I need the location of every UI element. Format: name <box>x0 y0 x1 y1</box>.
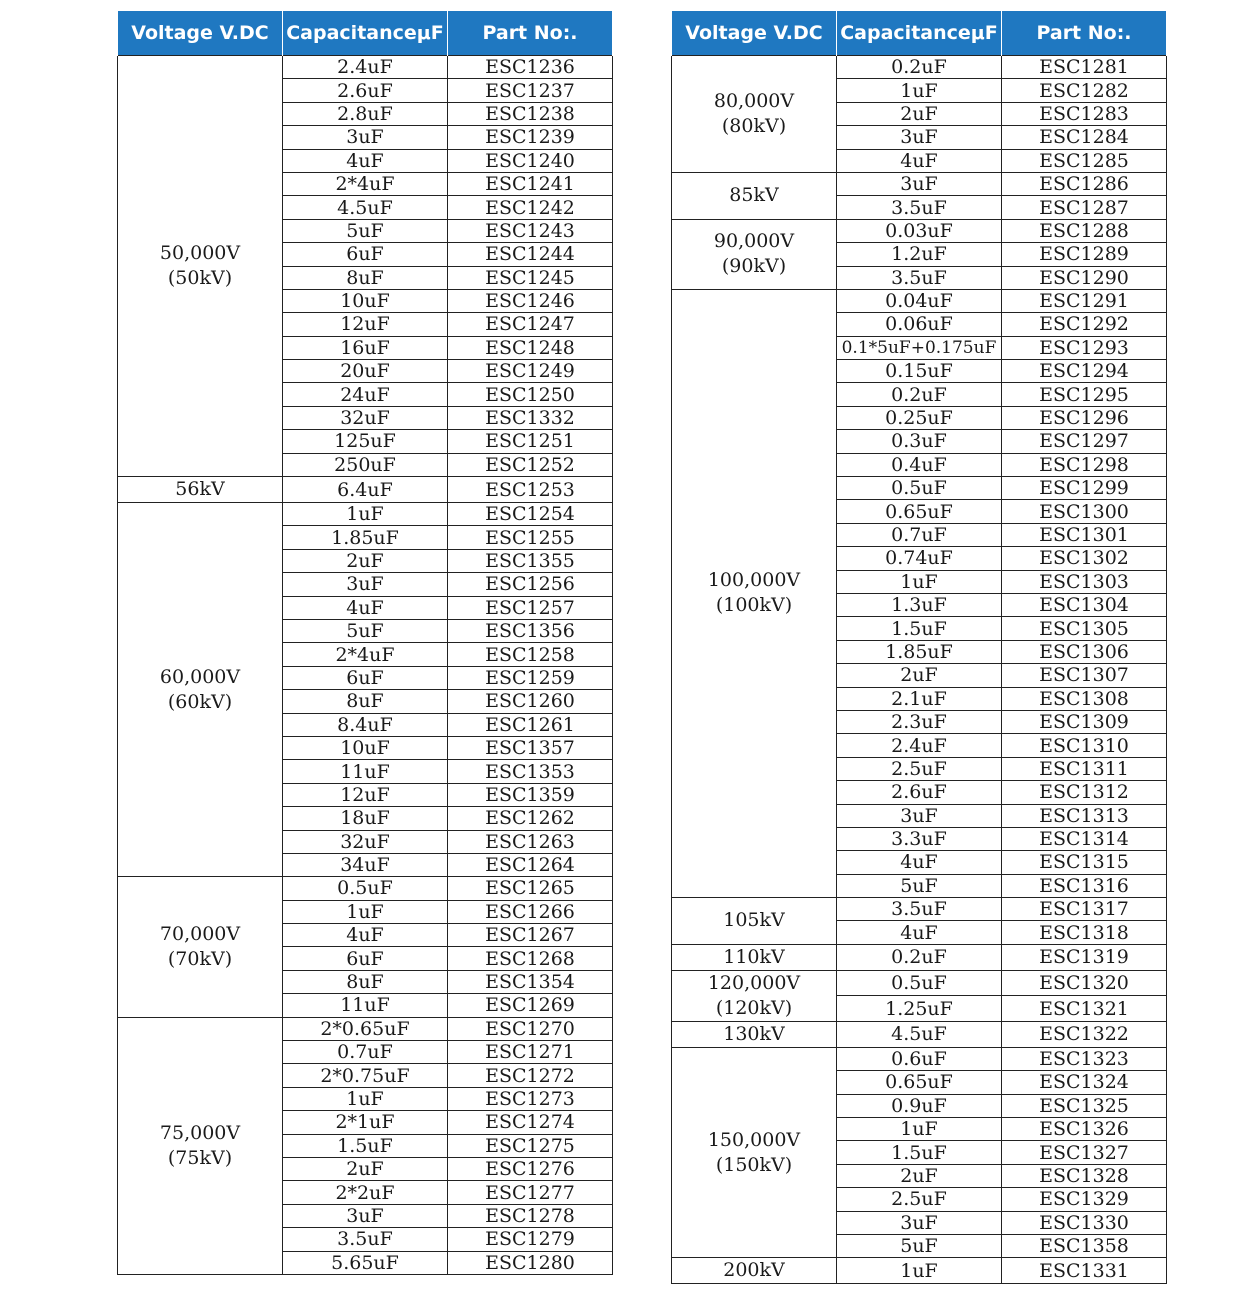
part-number-cell: ESC1252 <box>448 453 613 476</box>
part-number-cell: ESC1270 <box>448 1017 613 1040</box>
part-number-cell: ESC1357 <box>448 736 613 759</box>
capacitance-cell: 1uF <box>837 1258 1002 1284</box>
part-number-cell: ESC1355 <box>448 549 613 572</box>
part-number-cell: ESC1304 <box>1002 593 1167 616</box>
voltage-cell <box>118 503 283 877</box>
capacitance-cell: 5uF <box>837 1234 1002 1257</box>
part-number-cell: ESC1301 <box>1002 523 1167 546</box>
table-row <box>672 898 1167 921</box>
capacitance-cell: 250uF <box>283 453 448 476</box>
part-number-cell: ESC1291 <box>1002 289 1167 312</box>
capacitance-cell: 2uF <box>837 1164 1002 1187</box>
voltage-cell <box>672 56 837 173</box>
part-number-cell: ESC1249 <box>448 360 613 383</box>
capacitance-cell: 1.5uF <box>283 1134 448 1157</box>
capacitance-cell: 0.2uF <box>837 383 1002 406</box>
part-number-cell: ESC1266 <box>448 900 613 923</box>
part-number-cell: ESC1354 <box>448 970 613 993</box>
part-number-cell: ESC1308 <box>1002 687 1167 710</box>
part-number-cell: ESC1282 <box>1002 79 1167 102</box>
part-number-cell: ESC1285 <box>1002 149 1167 172</box>
part-number-cell: ESC1272 <box>448 1064 613 1087</box>
part-number-cell: ESC1322 <box>1002 1021 1167 1047</box>
table-row <box>672 172 1167 195</box>
capacitance-cell: 1uF <box>837 79 1002 102</box>
part-number-cell: ESC1331 <box>1002 1258 1167 1284</box>
capacitance-cell: 2uF <box>283 1157 448 1180</box>
capacitance-cell: 0.9uF <box>837 1094 1002 1117</box>
voltage-cell <box>118 877 283 1017</box>
capacitance-cell: 0.15uF <box>837 360 1002 383</box>
capacitance-cell: 4uF <box>283 924 448 947</box>
voltage-label: (100kV) <box>715 594 793 617</box>
capacitance-cell: 0.65uF <box>837 500 1002 523</box>
voltage-label: 120,000V <box>707 971 801 994</box>
part-number-cell: ESC1261 <box>448 713 613 736</box>
part-number-cell: ESC1297 <box>1002 430 1167 453</box>
part-number-cell: ESC1246 <box>448 289 613 312</box>
part-number-cell: ESC1292 <box>1002 313 1167 336</box>
voltage-label: 200kV <box>723 1259 785 1282</box>
capacitance-cell: 3.3uF <box>837 827 1002 850</box>
part-number-cell: ESC1276 <box>448 1157 613 1180</box>
part-number-cell: ESC1358 <box>1002 1234 1167 1257</box>
voltage-label: (80kV) <box>721 114 787 137</box>
part-number-cell: ESC1315 <box>1002 851 1167 874</box>
part-number-cell: ESC1295 <box>1002 383 1167 406</box>
part-number-cell: ESC1324 <box>1002 1071 1167 1094</box>
capacitance-cell: 2.4uF <box>283 56 448 79</box>
capacitance-cell: 3.5uF <box>837 898 1002 921</box>
part-number-cell: ESC1314 <box>1002 827 1167 850</box>
table-body <box>118 56 613 1275</box>
part-number-cell: ESC1281 <box>1002 56 1167 79</box>
capacitance-cell: 2.6uF <box>283 79 448 102</box>
part-number-cell: ESC1283 <box>1002 102 1167 125</box>
capacitance-cell: 1.25uF <box>837 996 1002 1022</box>
capacitance-cell: 3uF <box>283 573 448 596</box>
table-row <box>118 477 613 503</box>
capacitance-cell: 18uF <box>283 807 448 830</box>
capacitor-table-right <box>671 11 1167 1284</box>
part-number-cell: ESC1320 <box>1002 970 1167 996</box>
voltage-cell <box>672 1021 837 1047</box>
part-number-cell: ESC1257 <box>448 596 613 619</box>
capacitance-cell: 6.4uF <box>283 477 448 503</box>
voltage-cell <box>118 56 283 477</box>
capacitance-cell: 4uF <box>837 149 1002 172</box>
part-number-cell: ESC1238 <box>448 102 613 125</box>
capacitance-cell: 4.5uF <box>283 196 448 219</box>
voltage-cell <box>672 1047 837 1258</box>
part-number-cell: ESC1325 <box>1002 1094 1167 1117</box>
voltage-label: (60kV) <box>167 690 233 713</box>
part-number-cell: ESC1241 <box>448 172 613 195</box>
capacitance-cell: 2.5uF <box>837 757 1002 780</box>
part-number-cell: ESC1296 <box>1002 406 1167 429</box>
capacitance-cell: 1.3uF <box>837 593 1002 616</box>
capacitance-cell: 5uF <box>283 219 448 242</box>
capacitance-cell: 5uF <box>837 874 1002 897</box>
part-number-cell: ESC1278 <box>448 1204 613 1227</box>
part-number-cell: ESC1321 <box>1002 996 1167 1022</box>
capacitance-cell: 3uF <box>283 126 448 149</box>
voltage-label: (150kV) <box>715 1153 793 1176</box>
voltage-cell <box>118 477 283 503</box>
capacitance-cell: 2.4uF <box>837 734 1002 757</box>
voltage-cell <box>672 944 837 970</box>
part-number-cell: ESC1236 <box>448 56 613 79</box>
table-row <box>672 1258 1167 1284</box>
capacitance-cell: 2*0.75uF <box>283 1064 448 1087</box>
capacitance-cell: 2*0.65uF <box>283 1017 448 1040</box>
capacitance-cell: 3.5uF <box>283 1228 448 1251</box>
part-number-cell: ESC1269 <box>448 994 613 1017</box>
capacitance-cell: 1uF <box>837 1118 1002 1141</box>
voltage-label: (50kV) <box>167 267 233 290</box>
part-number-cell: ESC1313 <box>1002 804 1167 827</box>
part-number-cell: ESC1244 <box>448 243 613 266</box>
capacitance-cell: 4uF <box>837 851 1002 874</box>
table-row <box>672 1021 1167 1047</box>
capacitance-cell: 0.03uF <box>837 219 1002 242</box>
table-row <box>672 944 1167 970</box>
part-number-cell: ESC1323 <box>1002 1047 1167 1070</box>
part-number-cell: ESC1300 <box>1002 500 1167 523</box>
table-row <box>118 877 613 900</box>
part-number-cell: ESC1258 <box>448 643 613 666</box>
part-number-cell: ESC1317 <box>1002 898 1167 921</box>
part-number-cell: ESC1250 <box>448 383 613 406</box>
capacitance-cell: 5uF <box>283 619 448 642</box>
table-row <box>672 970 1167 996</box>
part-number-cell: ESC1294 <box>1002 360 1167 383</box>
capacitance-cell: 2.1uF <box>837 687 1002 710</box>
part-number-cell: ESC1293 <box>1002 336 1167 359</box>
part-number-cell: ESC1329 <box>1002 1188 1167 1211</box>
part-number-cell: ESC1251 <box>448 430 613 453</box>
capacitance-column-header: CapacitanceμF <box>283 11 448 56</box>
part-no-column-header: Part No:. <box>448 11 613 56</box>
capacitance-cell: 0.4uF <box>837 453 1002 476</box>
voltage-cell <box>118 1017 283 1274</box>
part-number-cell: ESC1309 <box>1002 710 1167 733</box>
part-number-cell: ESC1286 <box>1002 172 1167 195</box>
capacitance-cell: 8uF <box>283 690 448 713</box>
capacitance-cell: 10uF <box>283 289 448 312</box>
voltage-label: 130kV <box>723 1022 785 1045</box>
part-number-cell: ESC1359 <box>448 783 613 806</box>
capacitance-cell: 2uF <box>283 549 448 572</box>
part-number-cell: ESC1239 <box>448 126 613 149</box>
part-number-cell: ESC1290 <box>1002 266 1167 289</box>
part-number-cell: ESC1237 <box>448 79 613 102</box>
capacitance-cell: 3uF <box>283 1204 448 1227</box>
voltage-column-header: Voltage V.DC <box>672 11 837 56</box>
capacitance-cell: 2uF <box>837 664 1002 687</box>
part-number-cell: ESC1274 <box>448 1111 613 1134</box>
part-number-cell: ESC1319 <box>1002 944 1167 970</box>
part-number-cell: ESC1262 <box>448 807 613 830</box>
part-number-cell: ESC1284 <box>1002 126 1167 149</box>
part-number-cell: ESC1275 <box>448 1134 613 1157</box>
part-number-cell: ESC1302 <box>1002 547 1167 570</box>
capacitance-cell: 1.85uF <box>837 640 1002 663</box>
part-number-cell: ESC1280 <box>448 1251 613 1274</box>
voltage-label: 80,000V <box>713 89 795 112</box>
capacitance-cell: 0.6uF <box>837 1047 1002 1070</box>
capacitance-cell: 4uF <box>283 149 448 172</box>
capacitance-cell: 0.74uF <box>837 547 1002 570</box>
capacitance-cell: 0.2uF <box>837 56 1002 79</box>
part-number-cell: ESC1303 <box>1002 570 1167 593</box>
part-number-cell: ESC1289 <box>1002 243 1167 266</box>
part-number-cell: ESC1305 <box>1002 617 1167 640</box>
voltage-label: 85kV <box>729 184 779 207</box>
voltage-label: (120kV) <box>715 996 793 1019</box>
part-number-cell: ESC1255 <box>448 526 613 549</box>
voltage-label: 110kV <box>723 945 785 968</box>
capacitance-cell: 0.1*5uF+0.175uF <box>837 336 1002 359</box>
capacitance-cell: 3uF <box>837 126 1002 149</box>
capacitor-table-left <box>117 11 613 1275</box>
capacitance-cell: 0.2uF <box>837 944 1002 970</box>
table-body <box>672 56 1167 1284</box>
capacitance-cell: 11uF <box>283 760 448 783</box>
capacitance-cell: 6uF <box>283 666 448 689</box>
part-number-cell: ESC1299 <box>1002 477 1167 500</box>
capacitance-cell: 1uF <box>837 570 1002 593</box>
part-number-cell: ESC1247 <box>448 313 613 336</box>
capacitance-cell: 12uF <box>283 783 448 806</box>
capacitance-cell: 0.7uF <box>283 1041 448 1064</box>
voltage-cell <box>672 970 837 1021</box>
voltage-column-header: Voltage V.DC <box>118 11 283 56</box>
capacitance-cell: 1.2uF <box>837 243 1002 266</box>
part-number-cell: ESC1288 <box>1002 219 1167 242</box>
part-number-cell: ESC1327 <box>1002 1141 1167 1164</box>
part-number-cell: ESC1259 <box>448 666 613 689</box>
part-number-cell: ESC1263 <box>448 830 613 853</box>
capacitance-column-header: CapacitanceμF <box>837 11 1002 56</box>
capacitance-cell: 1uF <box>283 1087 448 1110</box>
part-number-cell: ESC1254 <box>448 503 613 526</box>
capacitance-cell: 4.5uF <box>837 1021 1002 1047</box>
voltage-label: (75kV) <box>167 1146 233 1169</box>
capacitance-cell: 2*1uF <box>283 1111 448 1134</box>
table-row <box>118 56 613 79</box>
capacitance-cell: 8uF <box>283 970 448 993</box>
part-number-cell: ESC1326 <box>1002 1118 1167 1141</box>
part-number-cell: ESC1264 <box>448 853 613 876</box>
part-number-cell: ESC1279 <box>448 1228 613 1251</box>
voltage-cell <box>672 219 837 289</box>
part-number-cell: ESC1268 <box>448 947 613 970</box>
capacitance-cell: 16uF <box>283 336 448 359</box>
part-number-cell: ESC1311 <box>1002 757 1167 780</box>
part-number-cell: ESC1256 <box>448 573 613 596</box>
capacitance-cell: 8.4uF <box>283 713 448 736</box>
part-number-cell: ESC1260 <box>448 690 613 713</box>
capacitance-cell: 0.65uF <box>837 1071 1002 1094</box>
capacitance-cell: 10uF <box>283 736 448 759</box>
part-number-cell: ESC1330 <box>1002 1211 1167 1234</box>
voltage-label: (70kV) <box>167 947 233 970</box>
capacitance-cell: 1.5uF <box>837 1141 1002 1164</box>
capacitance-cell: 0.06uF <box>837 313 1002 336</box>
table-row <box>672 219 1167 242</box>
part-number-cell: ESC1277 <box>448 1181 613 1204</box>
capacitance-cell: 2.3uF <box>837 710 1002 733</box>
voltage-label: 56kV <box>175 478 225 501</box>
part-number-cell: ESC1273 <box>448 1087 613 1110</box>
capacitance-cell: 2.8uF <box>283 102 448 125</box>
capacitance-cell: 0.7uF <box>837 523 1002 546</box>
header-row <box>118 11 613 56</box>
part-number-cell: ESC1353 <box>448 760 613 783</box>
part-number-cell: ESC1248 <box>448 336 613 359</box>
part-number-cell: ESC1287 <box>1002 196 1167 219</box>
voltage-label: 60,000V <box>159 665 241 688</box>
part-number-cell: ESC1356 <box>448 619 613 642</box>
capacitance-cell: 32uF <box>283 406 448 429</box>
voltage-cell <box>672 289 837 897</box>
capacitance-cell: 125uF <box>283 430 448 453</box>
header-row <box>672 11 1167 56</box>
voltage-label: 100,000V <box>707 569 801 592</box>
capacitance-cell: 32uF <box>283 830 448 853</box>
capacitance-cell: 3uF <box>837 804 1002 827</box>
part-number-cell: ESC1332 <box>448 406 613 429</box>
part-number-cell: ESC1240 <box>448 149 613 172</box>
capacitance-cell: 2*4uF <box>283 172 448 195</box>
capacitance-cell: 2.5uF <box>837 1188 1002 1211</box>
voltage-label: 75,000V <box>159 1121 241 1144</box>
capacitance-cell: 0.5uF <box>837 477 1002 500</box>
capacitance-cell: 6uF <box>283 947 448 970</box>
capacitance-cell: 1.5uF <box>837 617 1002 640</box>
capacitance-cell: 0.5uF <box>283 877 448 900</box>
part-number-cell: ESC1328 <box>1002 1164 1167 1187</box>
capacitance-cell: 20uF <box>283 360 448 383</box>
capacitance-cell: 1uF <box>283 900 448 923</box>
capacitance-cell: 2*2uF <box>283 1181 448 1204</box>
capacitance-cell: 11uF <box>283 994 448 1017</box>
voltage-label: (90kV) <box>721 255 787 278</box>
voltage-label: 90,000V <box>713 230 795 253</box>
part-number-cell: ESC1298 <box>1002 453 1167 476</box>
part-number-cell: ESC1267 <box>448 924 613 947</box>
part-number-cell: ESC1265 <box>448 877 613 900</box>
capacitance-cell: 3.5uF <box>837 266 1002 289</box>
capacitance-cell: 3uF <box>837 172 1002 195</box>
capacitance-cell: 0.25uF <box>837 406 1002 429</box>
voltage-label: 105kV <box>723 909 785 932</box>
capacitance-cell: 1uF <box>283 503 448 526</box>
capacitance-cell: 0.04uF <box>837 289 1002 312</box>
part-number-cell: ESC1245 <box>448 266 613 289</box>
capacitance-cell: 0.5uF <box>837 970 1002 996</box>
table-row <box>672 56 1167 79</box>
part-number-cell: ESC1253 <box>448 477 613 503</box>
capacitance-cell: 8uF <box>283 266 448 289</box>
capacitance-cell: 5.65uF <box>283 1251 448 1274</box>
table-row <box>672 289 1167 312</box>
part-number-cell: ESC1271 <box>448 1041 613 1064</box>
capacitance-cell: 0.3uF <box>837 430 1002 453</box>
voltage-cell <box>672 898 837 945</box>
table-row <box>672 1047 1167 1070</box>
voltage-cell <box>672 1258 837 1284</box>
part-number-cell: ESC1310 <box>1002 734 1167 757</box>
voltage-cell <box>672 172 837 219</box>
part-number-cell: ESC1243 <box>448 219 613 242</box>
part-number-cell: ESC1316 <box>1002 874 1167 897</box>
capacitance-cell: 2.6uF <box>837 781 1002 804</box>
capacitance-cell: 24uF <box>283 383 448 406</box>
table-row <box>118 503 613 526</box>
voltage-label: 150,000V <box>707 1128 801 1151</box>
part-number-cell: ESC1307 <box>1002 664 1167 687</box>
capacitance-cell: 2uF <box>837 102 1002 125</box>
capacitance-cell: 6uF <box>283 243 448 266</box>
table-row <box>118 1017 613 1040</box>
capacitance-cell: 4uF <box>283 596 448 619</box>
capacitance-cell: 2*4uF <box>283 643 448 666</box>
part-number-cell: ESC1306 <box>1002 640 1167 663</box>
capacitance-cell: 3.5uF <box>837 196 1002 219</box>
part-number-cell: ESC1312 <box>1002 781 1167 804</box>
voltage-label: 70,000V <box>159 922 241 945</box>
capacitance-cell: 34uF <box>283 853 448 876</box>
capacitance-cell: 1.85uF <box>283 526 448 549</box>
capacitance-cell: 12uF <box>283 313 448 336</box>
part-no-column-header: Part No:. <box>1002 11 1167 56</box>
voltage-label: 50,000V <box>159 242 241 265</box>
part-number-cell: ESC1318 <box>1002 921 1167 944</box>
capacitance-cell: 4uF <box>837 921 1002 944</box>
capacitance-cell: 3uF <box>837 1211 1002 1234</box>
part-number-cell: ESC1242 <box>448 196 613 219</box>
